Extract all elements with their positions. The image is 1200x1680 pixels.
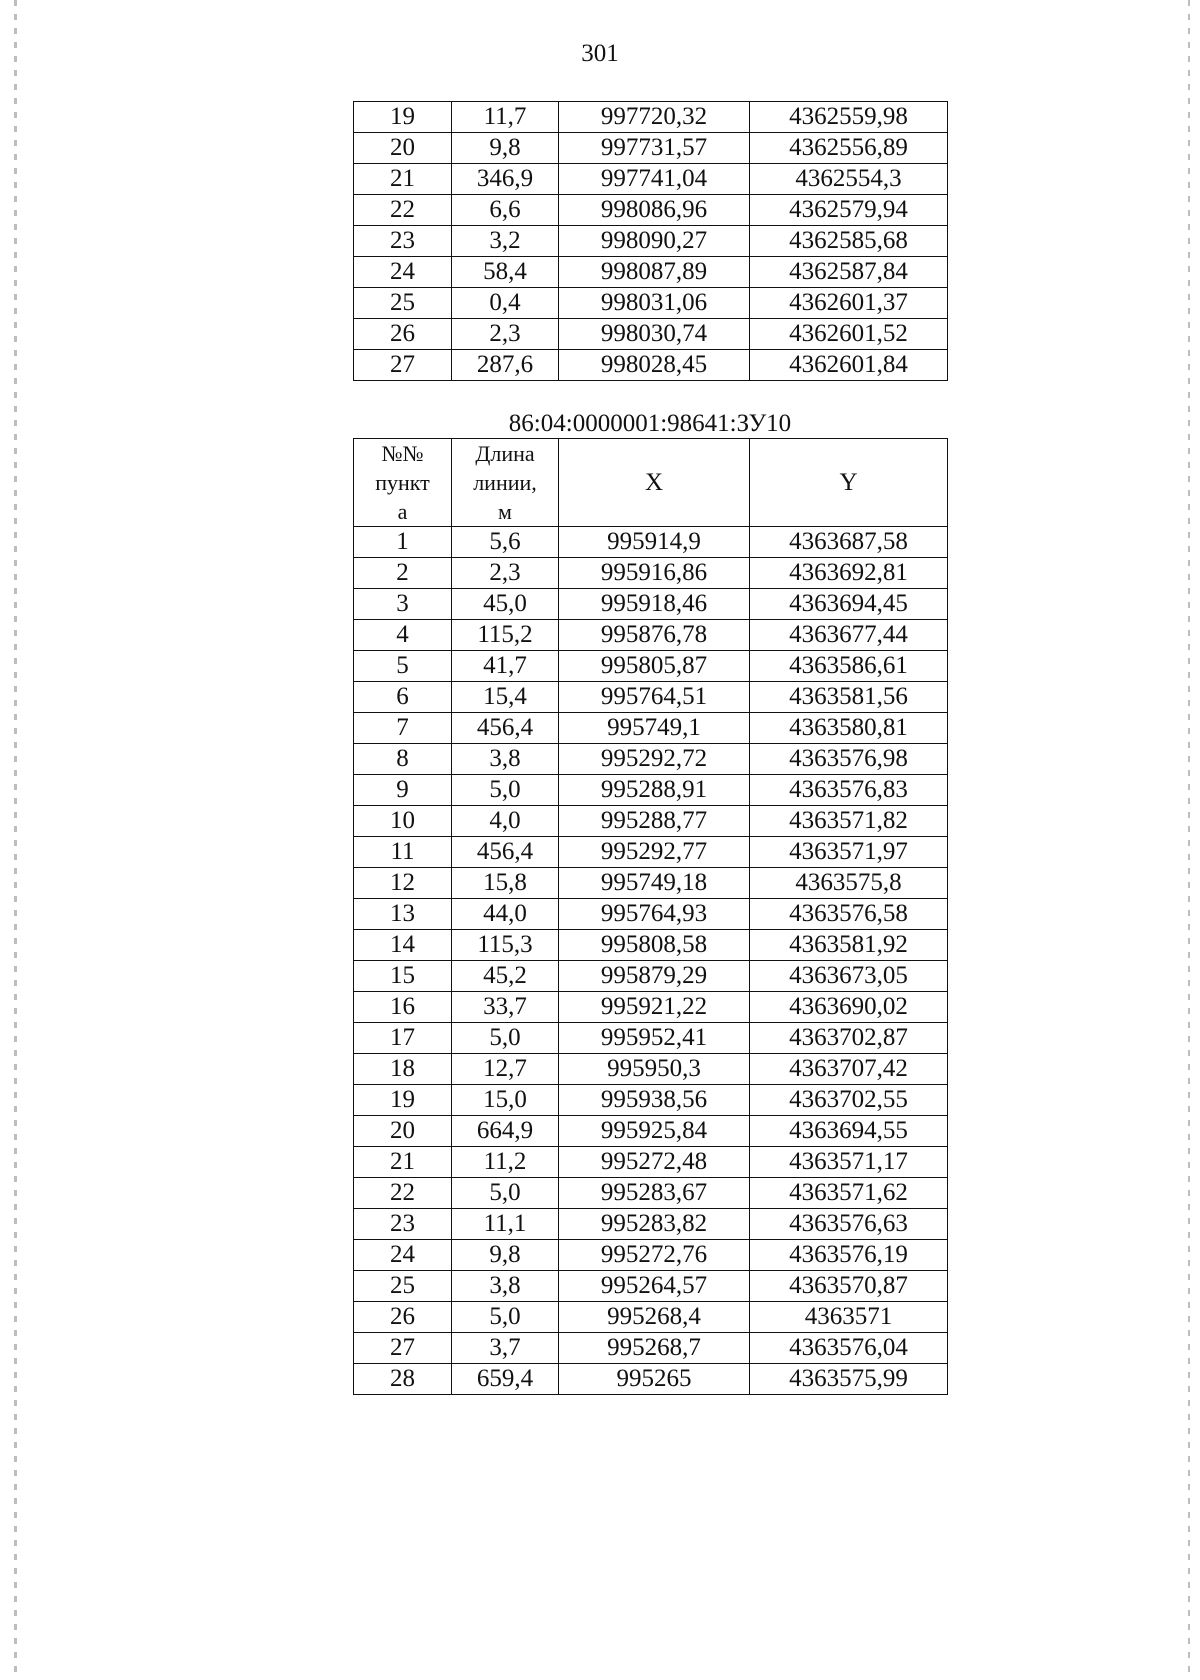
table-row (354, 806, 948, 837)
header-point-line: пункт (375, 470, 430, 495)
x-coordinate-cell: 995938,56 (559, 1085, 750, 1116)
line-length-cell: 58,4 (452, 257, 559, 288)
header-length-line: линии, (473, 470, 537, 495)
x-coordinate-cell: 995950,3 (559, 1054, 750, 1085)
x-coordinate-cell: 995764,93 (559, 899, 750, 930)
line-length-cell: 9,8 (452, 1240, 559, 1271)
x-coordinate-cell: 995876,78 (559, 620, 750, 651)
x-coordinate-cell: 995914,9 (559, 527, 750, 558)
table-row (354, 1023, 948, 1054)
page-number: 301 (581, 40, 619, 67)
y-coordinate-cell: 4362601,37 (750, 288, 948, 319)
point-number-cell: 20 (354, 1116, 452, 1147)
x-coordinate-cell: 995952,41 (559, 1023, 750, 1054)
line-length-cell: 45,0 (452, 589, 559, 620)
header-length-line: м (498, 499, 512, 524)
point-number-cell: 25 (354, 288, 452, 319)
line-length-cell: 6,6 (452, 195, 559, 226)
line-length-cell: 5,6 (452, 527, 559, 558)
point-number-cell: 26 (354, 319, 452, 350)
y-coordinate-cell: 4362554,3 (750, 164, 948, 195)
header-point-line: а (397, 499, 408, 524)
line-length-cell: 346,9 (452, 164, 559, 195)
table-row (354, 164, 948, 195)
x-coordinate-cell: 997720,32 (559, 102, 750, 133)
y-coordinate-cell: 4363692,81 (750, 558, 948, 589)
table-row (354, 651, 948, 682)
y-coordinate-cell: 4362556,89 (750, 133, 948, 164)
point-number-cell: 4 (354, 620, 452, 651)
line-length-cell: 115,2 (452, 620, 559, 651)
table-row (354, 1209, 948, 1240)
table-row (354, 319, 948, 350)
x-coordinate-cell: 998087,89 (559, 257, 750, 288)
y-coordinate-cell: 4363576,58 (750, 899, 948, 930)
point-number-cell: 14 (354, 930, 452, 961)
x-coordinate-cell: 995268,4 (559, 1302, 750, 1333)
line-length-cell: 5,0 (452, 775, 559, 806)
line-length-cell: 45,2 (452, 961, 559, 992)
y-coordinate-cell: 4363576,83 (750, 775, 948, 806)
line-length-cell: 456,4 (452, 837, 559, 868)
y-coordinate-cell: 4363673,05 (750, 961, 948, 992)
table-row (354, 288, 948, 319)
table-row (354, 102, 948, 133)
point-number-cell: 27 (354, 1333, 452, 1364)
x-coordinate-cell: 995764,51 (559, 682, 750, 713)
line-length-cell: 3,2 (452, 226, 559, 257)
table-row (354, 1178, 948, 1209)
table2-header (354, 439, 948, 527)
line-length-cell: 3,8 (452, 744, 559, 775)
point-number-cell: 5 (354, 651, 452, 682)
x-coordinate-cell: 995283,67 (559, 1178, 750, 1209)
point-number-cell: 23 (354, 226, 452, 257)
line-length-cell: 2,3 (452, 558, 559, 589)
x-coordinate-cell: 995264,57 (559, 1271, 750, 1302)
point-number-cell: 2 (354, 558, 452, 589)
line-length-cell: 15,8 (452, 868, 559, 899)
line-length-cell: 41,7 (452, 651, 559, 682)
x-coordinate-cell: 995925,84 (559, 1116, 750, 1147)
y-coordinate-cell: 4363575,99 (750, 1364, 948, 1395)
y-coordinate-cell: 4362579,94 (750, 195, 948, 226)
point-number-cell: 19 (354, 102, 452, 133)
y-coordinate-cell: 4363694,55 (750, 1116, 948, 1147)
y-coordinate-cell: 4363576,04 (750, 1333, 948, 1364)
x-coordinate-cell: 995272,48 (559, 1147, 750, 1178)
y-coordinate-cell: 4363576,19 (750, 1240, 948, 1271)
table2-header-row (354, 439, 948, 527)
point-number-cell: 7 (354, 713, 452, 744)
table-row (354, 620, 948, 651)
y-coordinate-cell: 4363581,92 (750, 930, 948, 961)
x-coordinate-cell: 995749,18 (559, 868, 750, 899)
x-coordinate-cell: 998028,45 (559, 350, 750, 381)
line-length-cell: 11,1 (452, 1209, 559, 1240)
x-coordinate-cell: 995288,91 (559, 775, 750, 806)
point-number-cell: 10 (354, 806, 452, 837)
parcel-caption: 86:04:0000001:98641:ЗУ10 (508, 410, 792, 437)
x-coordinate-cell: 995268,7 (559, 1333, 750, 1364)
x-coordinate-cell: 995292,72 (559, 744, 750, 775)
point-number-cell: 1 (354, 527, 452, 558)
line-length-cell: 15,4 (452, 682, 559, 713)
x-coordinate-cell: 997731,57 (559, 133, 750, 164)
point-number-cell: 8 (354, 744, 452, 775)
point-number-cell: 3 (354, 589, 452, 620)
line-length-cell: 15,0 (452, 1085, 559, 1116)
line-length-cell: 0,4 (452, 288, 559, 319)
x-coordinate-cell: 995879,29 (559, 961, 750, 992)
y-coordinate-cell: 4363576,63 (750, 1209, 948, 1240)
line-length-cell: 11,2 (452, 1147, 559, 1178)
table-row (354, 1147, 948, 1178)
point-number-cell: 22 (354, 195, 452, 226)
y-coordinate-cell: 4362585,68 (750, 226, 948, 257)
table-row (354, 1054, 948, 1085)
line-length-cell: 287,6 (452, 350, 559, 381)
y-coordinate-cell: 4362559,98 (750, 102, 948, 133)
point-number-cell: 24 (354, 1240, 452, 1271)
y-coordinate-cell: 4363571 (750, 1302, 948, 1333)
table-row (354, 1364, 948, 1395)
x-coordinate-cell: 998086,96 (559, 195, 750, 226)
table-row (354, 775, 948, 806)
y-coordinate-cell: 4362601,52 (750, 319, 948, 350)
y-coordinate-cell: 4363576,98 (750, 744, 948, 775)
line-length-cell: 664,9 (452, 1116, 559, 1147)
table-row (354, 1302, 948, 1333)
x-coordinate-cell: 995292,77 (559, 837, 750, 868)
x-coordinate-cell: 995749,1 (559, 713, 750, 744)
y-coordinate-cell: 4362587,84 (750, 257, 948, 288)
table-row (354, 682, 948, 713)
x-coordinate-cell: 998030,74 (559, 319, 750, 350)
line-length-cell: 33,7 (452, 992, 559, 1023)
table-row (354, 1271, 948, 1302)
point-number-cell: 12 (354, 868, 452, 899)
point-number-cell: 17 (354, 1023, 452, 1054)
table-row (354, 1333, 948, 1364)
y-coordinate-cell: 4363575,8 (750, 868, 948, 899)
x-coordinate-cell: 995283,82 (559, 1209, 750, 1240)
line-length-cell: 4,0 (452, 806, 559, 837)
table-row (354, 1116, 948, 1147)
point-number-cell: 28 (354, 1364, 452, 1395)
table-row (354, 558, 948, 589)
point-number-cell: 18 (354, 1054, 452, 1085)
point-number-cell: 26 (354, 1302, 452, 1333)
x-coordinate-cell: 995805,87 (559, 651, 750, 682)
line-length-cell: 3,8 (452, 1271, 559, 1302)
line-length-cell: 115,3 (452, 930, 559, 961)
y-coordinate-cell: 4363571,62 (750, 1178, 948, 1209)
table-row (354, 133, 948, 164)
y-coordinate-cell: 4363580,81 (750, 713, 948, 744)
table2-body (354, 527, 948, 1395)
x-coordinate-cell: 997741,04 (559, 164, 750, 195)
header-length-line: Длина (475, 441, 535, 466)
coordinates-table-continued (353, 101, 947, 381)
table-row (354, 1085, 948, 1116)
point-number-cell: 21 (354, 1147, 452, 1178)
y-coordinate-cell: 4363571,17 (750, 1147, 948, 1178)
header-line-length (452, 439, 559, 527)
table-row (354, 961, 948, 992)
table-row (354, 868, 948, 899)
y-coordinate-cell: 4362601,84 (750, 350, 948, 381)
x-coordinate-cell: 995921,22 (559, 992, 750, 1023)
table-row (354, 713, 948, 744)
table-row (354, 837, 948, 868)
scan-left-edge (14, 0, 17, 1680)
line-length-cell: 11,7 (452, 102, 559, 133)
table-row (354, 899, 948, 930)
table-row (354, 992, 948, 1023)
x-coordinate-cell: 995288,77 (559, 806, 750, 837)
point-number-cell: 22 (354, 1178, 452, 1209)
table-row (354, 350, 948, 381)
table-row (354, 527, 948, 558)
point-number-cell: 13 (354, 899, 452, 930)
point-number-cell: 15 (354, 961, 452, 992)
y-coordinate-cell: 4363707,42 (750, 1054, 948, 1085)
line-length-cell: 44,0 (452, 899, 559, 930)
line-length-cell: 12,7 (452, 1054, 559, 1085)
y-coordinate-cell: 4363571,82 (750, 806, 948, 837)
coordinates-table-zu10 (353, 438, 947, 1395)
x-coordinate-cell: 995272,76 (559, 1240, 750, 1271)
table-row (354, 1240, 948, 1271)
line-length-cell: 5,0 (452, 1302, 559, 1333)
table-row (354, 226, 948, 257)
point-number-cell: 11 (354, 837, 452, 868)
line-length-cell: 5,0 (452, 1178, 559, 1209)
point-number-cell: 19 (354, 1085, 452, 1116)
y-coordinate-cell: 4363690,02 (750, 992, 948, 1023)
x-coordinate-cell: 995265 (559, 1364, 750, 1395)
point-number-cell: 23 (354, 1209, 452, 1240)
scan-right-edge (1188, 0, 1190, 1680)
line-length-cell: 2,3 (452, 319, 559, 350)
line-length-cell: 3,7 (452, 1333, 559, 1364)
header-point-number (354, 439, 452, 527)
x-coordinate-cell: 995916,86 (559, 558, 750, 589)
point-number-cell: 24 (354, 257, 452, 288)
y-coordinate-cell: 4363694,45 (750, 589, 948, 620)
y-coordinate-cell: 4363702,55 (750, 1085, 948, 1116)
point-number-cell: 9 (354, 775, 452, 806)
point-number-cell: 21 (354, 164, 452, 195)
header-x: X (559, 439, 750, 527)
header-point-line: №№ (381, 441, 424, 466)
table-row (354, 589, 948, 620)
table-row (354, 195, 948, 226)
table-row (354, 930, 948, 961)
point-number-cell: 25 (354, 1271, 452, 1302)
table1-body (354, 102, 948, 381)
line-length-cell: 456,4 (452, 713, 559, 744)
x-coordinate-cell: 998031,06 (559, 288, 750, 319)
line-length-cell: 659,4 (452, 1364, 559, 1395)
point-number-cell: 6 (354, 682, 452, 713)
point-number-cell: 16 (354, 992, 452, 1023)
y-coordinate-cell: 4363581,56 (750, 682, 948, 713)
x-coordinate-cell: 998090,27 (559, 226, 750, 257)
header-y: Y (750, 439, 948, 527)
y-coordinate-cell: 4363571,97 (750, 837, 948, 868)
line-length-cell: 9,8 (452, 133, 559, 164)
y-coordinate-cell: 4363687,58 (750, 527, 948, 558)
y-coordinate-cell: 4363702,87 (750, 1023, 948, 1054)
point-number-cell: 27 (354, 350, 452, 381)
y-coordinate-cell: 4363586,61 (750, 651, 948, 682)
y-coordinate-cell: 4363570,87 (750, 1271, 948, 1302)
table-row (354, 744, 948, 775)
point-number-cell: 20 (354, 133, 452, 164)
x-coordinate-cell: 995918,46 (559, 589, 750, 620)
line-length-cell: 5,0 (452, 1023, 559, 1054)
table-row (354, 257, 948, 288)
x-coordinate-cell: 995808,58 (559, 930, 750, 961)
y-coordinate-cell: 4363677,44 (750, 620, 948, 651)
